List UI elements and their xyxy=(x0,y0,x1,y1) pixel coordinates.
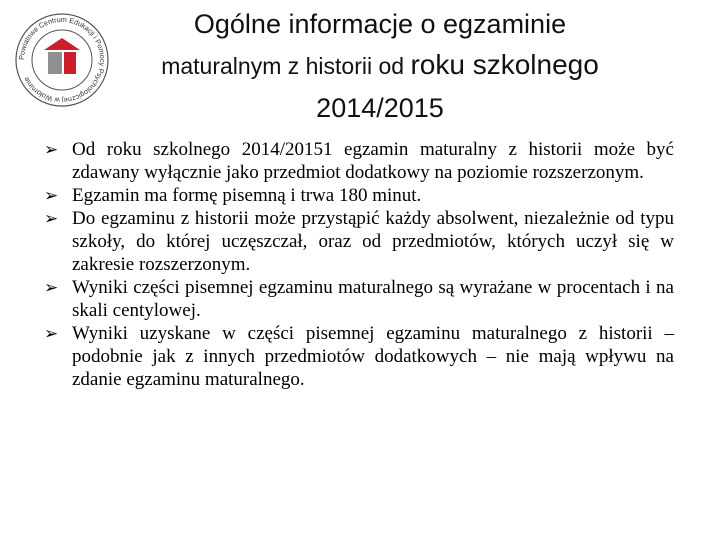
bullet-item xyxy=(44,322,674,391)
slide-title xyxy=(70,4,690,129)
title-line-2-big: roku szkolnego xyxy=(410,49,599,80)
arrow-bullet-icon: ➢ xyxy=(44,324,59,344)
bullet-item xyxy=(44,138,674,184)
bullet-text: Do egzaminu z historii może przystąpić każdy absolwent, niezależnie od typu szkoły, do której uczęszczał, oraz od przedmiotów, których uczył się w zakresie rozszerzonym. xyxy=(72,208,674,275)
seal-book-left xyxy=(48,52,62,74)
bullet-text: Od roku szkolnego 2014/20151 egzamin maturalny z historii może być zdawany wyłącznie jako przedmiot dodatkowy na poziomie rozszerzonym. xyxy=(72,139,674,183)
bullet-list xyxy=(44,138,674,391)
arrow-bullet-icon: ➢ xyxy=(44,186,59,206)
arrow-bullet-icon: ➢ xyxy=(44,278,59,298)
seal-ring-text: Powiatowe Centrum Edukacji i Pomocy Psychologicznej w Wołominie xyxy=(16,14,108,106)
bullet-text: Wyniki części pisemnej egzaminu maturalnego są wyrażane w procentach i na skali centylowej. xyxy=(72,277,674,321)
bullet-item xyxy=(44,184,674,207)
title-line-3: 2014/2015 xyxy=(316,93,444,123)
arrow-bullet-icon: ➢ xyxy=(44,140,59,160)
title-line-2-small: maturalnym z historii od xyxy=(161,53,411,79)
bullet-item xyxy=(44,207,674,276)
title-line-2 xyxy=(70,44,690,87)
bullet-text: Egzamin ma formę pisemną i trwa 180 minut. xyxy=(72,185,422,206)
bullet-item xyxy=(44,276,674,322)
arrow-bullet-icon: ➢ xyxy=(44,209,59,229)
title-line-1: Ogólne informacje o egzaminie xyxy=(193,9,567,39)
bullet-text: Wyniki uzyskane w części pisemnej egzaminu maturalnego z historii – podobnie jak z innych przedmiotów dodatkowych – nie mają wpływu na zdanie egzaminu maturalnego. xyxy=(72,323,674,390)
